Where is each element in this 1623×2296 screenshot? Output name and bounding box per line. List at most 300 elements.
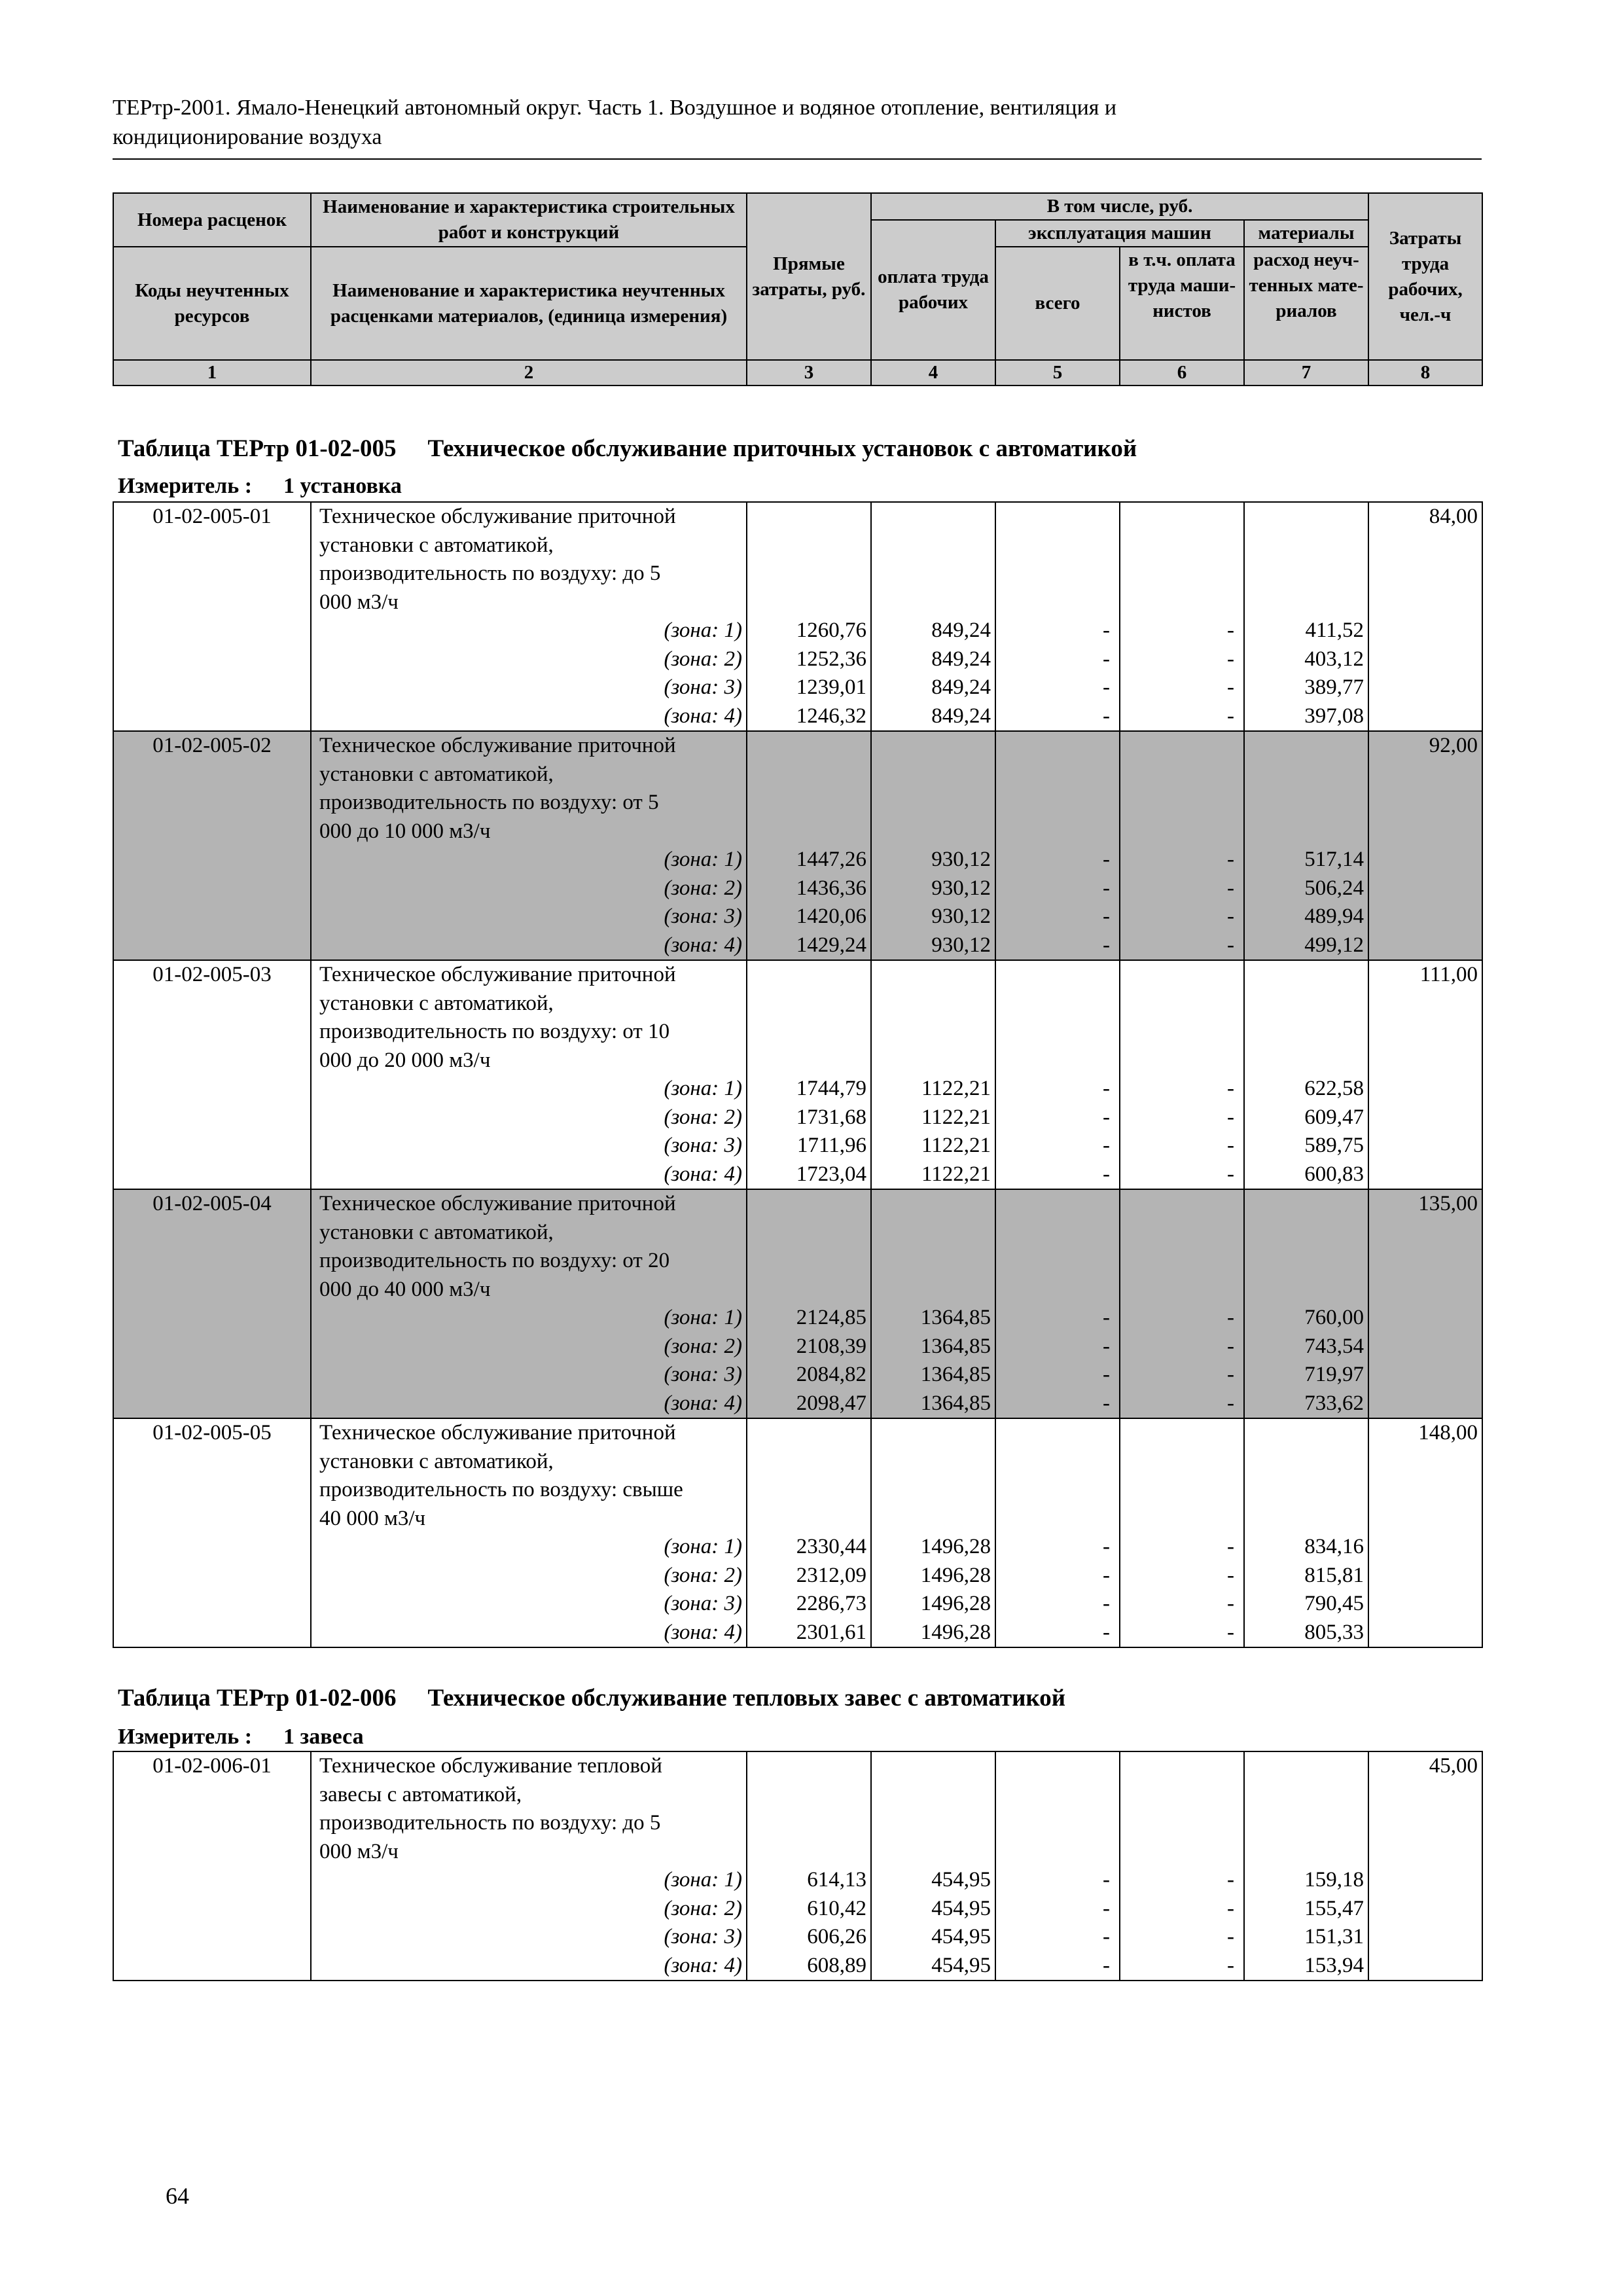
header-line-2: кондиционирование воздуха <box>113 125 382 149</box>
empty-cell <box>1368 1923 1482 1952</box>
empty-cell <box>1368 903 1482 931</box>
empty-cell <box>995 761 1120 789</box>
zone-label: (зона: 4) <box>311 1160 747 1190</box>
empty-cell <box>1368 702 1482 732</box>
empty-cell <box>1244 1219 1368 1247</box>
materials-cost: 733,62 <box>1244 1390 1368 1419</box>
empty-cell <box>1244 1838 1368 1867</box>
empty-cell <box>1244 731 1368 761</box>
direct-cost: 2286,73 <box>747 1590 871 1619</box>
materials-cost: 517,14 <box>1244 846 1368 874</box>
empty-cell <box>1120 1418 1244 1448</box>
empty-cell <box>1368 1160 1482 1190</box>
col1-top-header: Номера расценок <box>113 193 311 247</box>
labor-cost: 1364,85 <box>871 1390 995 1419</box>
empty-cell <box>1368 1562 1482 1590</box>
empty-cell <box>871 789 995 817</box>
materials-cost: 589,75 <box>1244 1132 1368 1160</box>
empty-cell <box>871 1505 995 1534</box>
empty-cell <box>1368 531 1482 560</box>
empty-cell <box>995 1781 1120 1810</box>
empty-cell <box>1120 588 1244 617</box>
empty-cell <box>113 903 311 931</box>
zone-row <box>113 617 1482 645</box>
header-rule <box>113 158 1482 160</box>
rate-table <box>113 1751 1483 1981</box>
description-line: производительность по воздуху: свыше <box>311 1476 747 1505</box>
empty-cell <box>995 1247 1120 1276</box>
machines-cost: - <box>995 1132 1120 1160</box>
column-number: 1 <box>113 360 311 386</box>
empty-cell <box>1368 761 1482 789</box>
empty-cell <box>995 531 1120 560</box>
table-row <box>113 502 1482 531</box>
description-row <box>113 1448 1482 1477</box>
materials-cost: 506,24 <box>1244 874 1368 903</box>
empty-cell <box>995 1189 1120 1219</box>
table-row <box>113 1751 1482 1781</box>
empty-cell <box>1368 1304 1482 1333</box>
labor-cost: 849,24 <box>871 617 995 645</box>
empty-cell <box>871 1448 995 1477</box>
direct-cost: 1429,24 <box>747 931 871 961</box>
empty-cell <box>113 1895 311 1924</box>
labor-cost: 1496,28 <box>871 1619 995 1648</box>
table-row <box>113 1189 1482 1219</box>
zone-row <box>113 1619 1482 1648</box>
empty-cell <box>113 531 311 560</box>
materials-cost: 609,47 <box>1244 1103 1368 1132</box>
machinists-labor-cost: - <box>1120 1895 1244 1924</box>
zone-row <box>113 874 1482 903</box>
zone-label: (зона: 4) <box>311 1952 747 1981</box>
machines-cost: - <box>995 1923 1120 1952</box>
empty-cell <box>1368 1781 1482 1810</box>
labor-cost: 1364,85 <box>871 1361 995 1390</box>
column-number: 4 <box>871 360 995 386</box>
direct-cost: 2301,61 <box>747 1619 871 1648</box>
machinists-labor-cost: - <box>1120 1304 1244 1333</box>
column-number: 3 <box>747 360 871 386</box>
empty-cell <box>1244 1476 1368 1505</box>
machines-cost: - <box>995 1390 1120 1419</box>
empty-cell <box>871 1018 995 1047</box>
zone-label: (зона: 1) <box>311 617 747 645</box>
direct-cost: 1420,06 <box>747 903 871 931</box>
empty-cell <box>113 1247 311 1276</box>
empty-cell <box>747 1448 871 1477</box>
zone-row <box>113 1533 1482 1562</box>
empty-cell <box>113 673 311 702</box>
labor-hours: 148,00 <box>1368 1418 1482 1448</box>
labor-cost: 1122,21 <box>871 1132 995 1160</box>
materials-cost: 805,33 <box>1244 1619 1368 1648</box>
empty-cell <box>747 1751 871 1781</box>
description-row <box>113 531 1482 560</box>
empty-cell <box>747 1219 871 1247</box>
empty-cell <box>1244 1247 1368 1276</box>
zone-label: (зона: 2) <box>311 645 747 674</box>
labor-cost: 1122,21 <box>871 1103 995 1132</box>
empty-cell <box>113 1219 311 1247</box>
machines-cost: - <box>995 673 1120 702</box>
empty-cell <box>1368 1247 1482 1276</box>
column-number: 7 <box>1244 360 1368 386</box>
empty-cell <box>871 1476 995 1505</box>
section-unit <box>118 473 402 499</box>
empty-cell <box>995 1418 1120 1448</box>
empty-cell <box>113 702 311 732</box>
description-row <box>113 588 1482 617</box>
empty-cell <box>1368 617 1482 645</box>
description-line: 000 м3/ч <box>311 588 747 617</box>
empty-cell <box>871 1809 995 1838</box>
machines-cost: - <box>995 1952 1120 1981</box>
direct-cost: 1744,79 <box>747 1075 871 1103</box>
machinists-labor-cost: - <box>1120 617 1244 645</box>
empty-cell <box>871 1751 995 1781</box>
description-line: производительность по воздуху: от 5 <box>311 789 747 817</box>
direct-cost: 608,89 <box>747 1952 871 1981</box>
machines-cost: - <box>995 1866 1120 1895</box>
empty-cell <box>1368 1361 1482 1390</box>
zone-row <box>113 1895 1482 1924</box>
direct-cost: 2124,85 <box>747 1304 871 1333</box>
description-row <box>113 1276 1482 1304</box>
direct-cost: 2084,82 <box>747 1361 871 1390</box>
col1-bottom-header: Коды неучтенных ресурсов <box>113 247 311 360</box>
zone-row <box>113 1361 1482 1390</box>
section-code: Таблица ТЕРтр 01-02-006 <box>118 1685 397 1712</box>
empty-cell <box>1244 588 1368 617</box>
empty-cell <box>113 1838 311 1867</box>
machines-cost: - <box>995 1619 1120 1648</box>
description-row <box>113 1047 1482 1075</box>
empty-cell <box>747 588 871 617</box>
empty-cell <box>1368 1333 1482 1361</box>
empty-cell <box>1244 531 1368 560</box>
zone-label: (зона: 1) <box>311 1866 747 1895</box>
empty-cell <box>871 588 995 617</box>
zone-label: (зона: 3) <box>311 673 747 702</box>
empty-cell <box>871 1418 995 1448</box>
empty-cell <box>747 1781 871 1810</box>
zone-label: (зона: 2) <box>311 1895 747 1924</box>
description-line: Техническое обслуживание приточной <box>311 731 747 761</box>
description-line: 000 до 40 000 м3/ч <box>311 1276 747 1304</box>
column-number: 5 <box>995 360 1120 386</box>
direct-cost: 2330,44 <box>747 1533 871 1562</box>
table-row <box>113 731 1482 761</box>
empty-cell <box>1120 1018 1244 1047</box>
direct-cost: 606,26 <box>747 1923 871 1952</box>
empty-cell <box>113 1476 311 1505</box>
empty-cell <box>747 1838 871 1867</box>
section-title <box>118 1684 1065 1713</box>
labor-cost: 930,12 <box>871 846 995 874</box>
zone-row <box>113 931 1482 961</box>
machines-cost: - <box>995 1533 1120 1562</box>
zone-label: (зона: 3) <box>311 903 747 931</box>
machines-cost: - <box>995 1304 1120 1333</box>
empty-cell <box>1368 1866 1482 1895</box>
machinists-labor-cost: - <box>1120 645 1244 674</box>
empty-cell <box>1120 1781 1244 1810</box>
materials-cost: 403,12 <box>1244 645 1368 674</box>
empty-cell <box>995 502 1120 531</box>
empty-cell <box>747 990 871 1018</box>
rate-table <box>113 501 1483 1648</box>
empty-cell <box>1368 990 1482 1018</box>
empty-cell <box>1368 846 1482 874</box>
direct-cost: 1723,04 <box>747 1160 871 1190</box>
zone-row <box>113 1132 1482 1160</box>
section-title-text: Техническое обслуживание тепловых завес с автоматикой <box>427 1685 1066 1712</box>
zone-label: (зона: 2) <box>311 1333 747 1361</box>
machines-cost: - <box>995 846 1120 874</box>
description-line: установки с автоматикой, <box>311 1448 747 1477</box>
description-row <box>113 789 1482 817</box>
section-unit <box>118 1724 364 1750</box>
zone-label: (зона: 4) <box>311 1619 747 1648</box>
col2-top-header: Наименование и характеристика строительных работ и конструкций <box>311 193 747 247</box>
direct-cost: 1239,01 <box>747 673 871 702</box>
empty-cell <box>1244 1189 1368 1219</box>
empty-cell <box>747 817 871 846</box>
col8-header: Затраты труда рабочих, чел.-ч <box>1368 193 1482 360</box>
empty-cell <box>1120 1247 1244 1276</box>
machinists-labor-cost: - <box>1120 903 1244 931</box>
machinists-labor-cost: - <box>1120 846 1244 874</box>
machines-cost: - <box>995 874 1120 903</box>
zone-label: (зона: 1) <box>311 1304 747 1333</box>
machines-cost: - <box>995 903 1120 931</box>
empty-cell <box>1244 1276 1368 1304</box>
empty-cell <box>871 1219 995 1247</box>
materials-cost: 815,81 <box>1244 1562 1368 1590</box>
empty-cell <box>1368 1590 1482 1619</box>
description-row <box>113 990 1482 1018</box>
empty-cell <box>1244 789 1368 817</box>
empty-cell <box>995 1448 1120 1477</box>
zone-row <box>113 1562 1482 1590</box>
empty-cell <box>1368 560 1482 588</box>
empty-cell <box>113 931 311 961</box>
rate-code: 01-02-005-05 <box>113 1418 311 1448</box>
empty-cell <box>113 1590 311 1619</box>
labor-hours: 135,00 <box>1368 1189 1482 1219</box>
zone-label: (зона: 1) <box>311 1075 747 1103</box>
machinists-labor-cost: - <box>1120 1361 1244 1390</box>
empty-cell <box>113 1562 311 1590</box>
empty-cell <box>1368 1619 1482 1648</box>
zone-label: (зона: 3) <box>311 1590 747 1619</box>
empty-cell <box>995 1838 1120 1867</box>
empty-cell <box>1368 1505 1482 1534</box>
direct-cost: 2098,47 <box>747 1390 871 1419</box>
empty-cell <box>1368 1476 1482 1505</box>
zone-row <box>113 1075 1482 1103</box>
empty-cell <box>1120 1047 1244 1075</box>
materials-cost: 411,52 <box>1244 617 1368 645</box>
empty-cell <box>113 1018 311 1047</box>
empty-cell <box>871 1247 995 1276</box>
col2-bottom-header: Наименование и характеристика неучтенных расценками материалов, (единица измерения) <box>311 247 747 360</box>
col6-header: в т.ч. оплата труда маши-нистов <box>1120 247 1244 360</box>
machines-cost: - <box>995 645 1120 674</box>
empty-cell <box>113 761 311 789</box>
machines-cost: - <box>995 1160 1120 1190</box>
empty-cell <box>1244 502 1368 531</box>
empty-cell <box>995 1018 1120 1047</box>
labor-hours: 84,00 <box>1368 502 1482 531</box>
machinists-labor-cost: - <box>1120 1103 1244 1132</box>
empty-cell <box>1244 1809 1368 1838</box>
empty-cell <box>747 1418 871 1448</box>
empty-cell <box>747 1476 871 1505</box>
labor-hours: 111,00 <box>1368 960 1482 990</box>
zone-row <box>113 645 1482 674</box>
materials-cost: 155,47 <box>1244 1895 1368 1924</box>
description-row <box>113 817 1482 846</box>
zone-row <box>113 1160 1482 1190</box>
empty-cell <box>1368 874 1482 903</box>
empty-cell <box>113 1505 311 1534</box>
empty-cell <box>871 502 995 531</box>
description-row <box>113 1476 1482 1505</box>
empty-cell <box>871 1276 995 1304</box>
labor-cost: 454,95 <box>871 1952 995 1981</box>
empty-cell <box>871 761 995 789</box>
empty-cell <box>1120 1476 1244 1505</box>
table-row <box>113 960 1482 990</box>
description-line: 40 000 м3/ч <box>311 1505 747 1534</box>
empty-cell <box>1368 1018 1482 1047</box>
materials-cost: 834,16 <box>1244 1533 1368 1562</box>
description-line: Техническое обслуживание приточной <box>311 1189 747 1219</box>
empty-cell <box>995 1047 1120 1075</box>
zone-row <box>113 1333 1482 1361</box>
materials-cost: 719,97 <box>1244 1361 1368 1390</box>
machinists-labor-cost: - <box>1120 1075 1244 1103</box>
zone-label: (зона: 2) <box>311 1562 747 1590</box>
empty-cell <box>1244 1781 1368 1810</box>
empty-cell <box>871 731 995 761</box>
direct-cost: 1252,36 <box>747 645 871 674</box>
empty-cell <box>995 1219 1120 1247</box>
empty-cell <box>1244 1751 1368 1781</box>
zone-label: (зона: 3) <box>311 1361 747 1390</box>
empty-cell <box>1120 1448 1244 1477</box>
unit-value: 1 установка <box>283 474 402 498</box>
description-line: 000 до 20 000 м3/ч <box>311 1047 747 1075</box>
empty-cell <box>1120 960 1244 990</box>
empty-cell <box>1244 817 1368 846</box>
table-row <box>113 1418 1482 1448</box>
zone-row <box>113 903 1482 931</box>
empty-cell <box>747 1247 871 1276</box>
empty-cell <box>1368 1047 1482 1075</box>
empty-cell <box>1244 990 1368 1018</box>
zone-row <box>113 1923 1482 1952</box>
rate-code: 01-02-005-04 <box>113 1189 311 1219</box>
empty-cell <box>1120 560 1244 588</box>
empty-cell <box>113 588 311 617</box>
labor-cost: 1122,21 <box>871 1160 995 1190</box>
col5-header: всего <box>995 247 1120 360</box>
materials-cost: 153,94 <box>1244 1952 1368 1981</box>
empty-cell <box>995 990 1120 1018</box>
empty-cell <box>113 846 311 874</box>
empty-cell <box>995 1476 1120 1505</box>
machines-cost: - <box>995 1562 1120 1590</box>
zone-label: (зона: 4) <box>311 1390 747 1419</box>
empty-cell <box>113 1533 311 1562</box>
empty-cell <box>113 1448 311 1477</box>
machines-cost: - <box>995 1590 1120 1619</box>
empty-cell <box>1120 1809 1244 1838</box>
zone-row <box>113 1866 1482 1895</box>
labor-hours: 45,00 <box>1368 1751 1482 1781</box>
empty-cell <box>113 645 311 674</box>
direct-cost: 1731,68 <box>747 1103 871 1132</box>
machinists-labor-cost: - <box>1120 1590 1244 1619</box>
machines-cost: - <box>995 1333 1120 1361</box>
materials-cost: 622,58 <box>1244 1075 1368 1103</box>
empty-cell <box>113 1619 311 1648</box>
labor-cost: 849,24 <box>871 702 995 732</box>
empty-cell <box>1244 960 1368 990</box>
labor-cost: 1364,85 <box>871 1333 995 1361</box>
materials-cost: 151,31 <box>1244 1923 1368 1952</box>
description-row <box>113 761 1482 789</box>
section-title <box>118 435 1137 463</box>
materials-cost: 397,08 <box>1244 702 1368 732</box>
empty-cell <box>1244 1448 1368 1477</box>
empty-cell <box>747 1276 871 1304</box>
empty-cell <box>113 1390 311 1419</box>
zone-label: (зона: 4) <box>311 702 747 732</box>
labor-cost: 454,95 <box>871 1923 995 1952</box>
empty-cell <box>113 817 311 846</box>
description-line: установки с автоматикой, <box>311 531 747 560</box>
column-number: 6 <box>1120 360 1244 386</box>
empty-cell <box>1120 502 1244 531</box>
empty-cell <box>995 588 1120 617</box>
incl-header: В том числе, руб. <box>871 193 1368 220</box>
description-row <box>113 560 1482 588</box>
empty-cell <box>1120 1751 1244 1781</box>
empty-cell <box>113 1781 311 1810</box>
description-row <box>113 1247 1482 1276</box>
machinists-labor-cost: - <box>1120 1619 1244 1648</box>
empty-cell <box>113 990 311 1018</box>
labor-cost: 1364,85 <box>871 1304 995 1333</box>
description-line: установки с автоматикой, <box>311 1219 747 1247</box>
labor-cost: 1496,28 <box>871 1562 995 1590</box>
empty-cell <box>871 1047 995 1075</box>
empty-cell <box>1120 731 1244 761</box>
empty-cell <box>1244 1047 1368 1075</box>
materials-header: материалы <box>1244 220 1368 247</box>
direct-cost: 1436,36 <box>747 874 871 903</box>
empty-cell <box>1368 789 1482 817</box>
empty-cell <box>113 1047 311 1075</box>
empty-cell <box>1368 817 1482 846</box>
empty-cell <box>747 1809 871 1838</box>
empty-cell <box>871 560 995 588</box>
machinists-labor-cost: - <box>1120 1533 1244 1562</box>
